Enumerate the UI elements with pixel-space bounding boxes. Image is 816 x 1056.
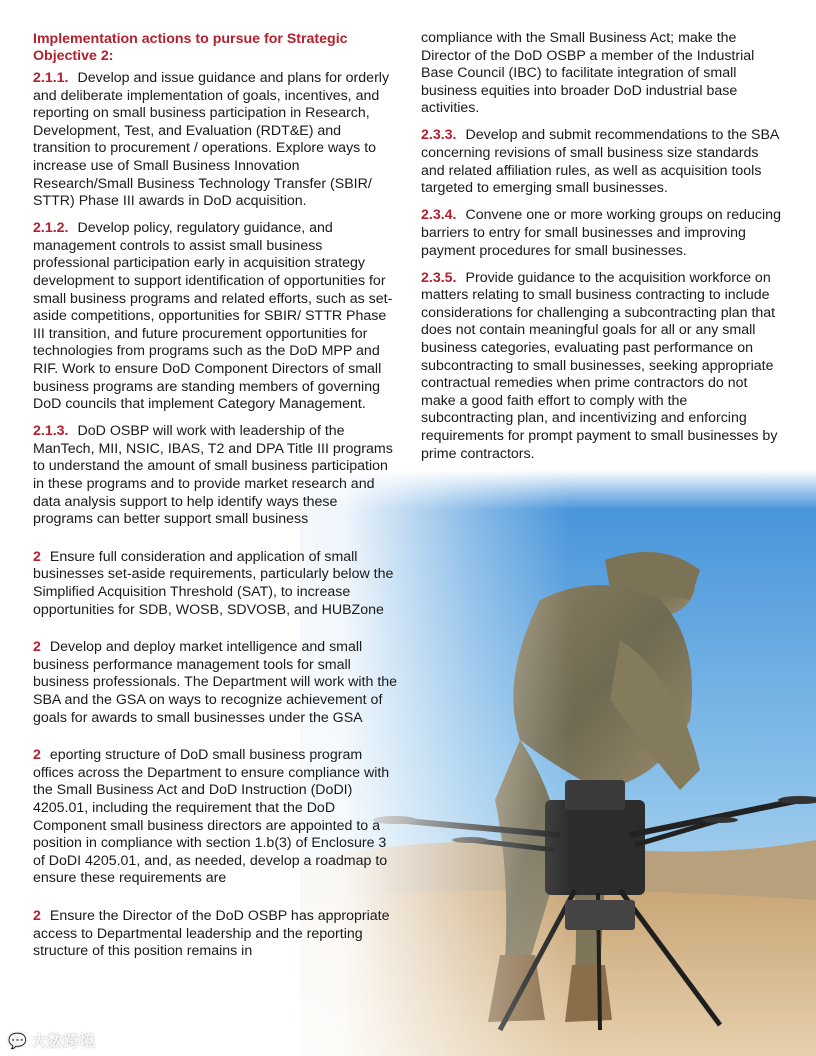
paragraph-number: 2.3.5.: [421, 269, 457, 286]
paragraph-number: 2: [33, 548, 41, 565]
paragraph-text: Develop and submit recommendations to the SBA concerning revisions of small business size standards and related affiliation rules, as well as acquisition tools targeted to emerging small businesses.: [421, 127, 779, 197]
paragraph-number: 2.3.4.: [421, 207, 457, 224]
paragraph-number: 2: [33, 747, 41, 764]
paragraph-number: 2.1.2.: [33, 220, 69, 237]
paragraph-number: 2: [33, 639, 41, 656]
paragraph-text: Develop and issue guidance and plans for orderly and deliberate implementation of goals, incentives, and reporting on small business participation in Research, Development, Test, and Evaluation (RDT&E) and transition to procurement / operations. Explore ways to increase use of Small Business Innovation Research/Small Business Technology Transfer (SBIR/ STTR) Phase III awards in DoD acquisition.: [33, 70, 390, 210]
paragraph-2-1-1: [33, 70, 401, 211]
paragraph-number: 2.1.3.: [33, 423, 69, 440]
paragraph-text: Provide guidance to the acquisition workforce on matters relating to small business contracting to include considerations for challenging a subcontracting plan that does not contain meaningful goals for all or any small business categories, evaluating past performance on subcontracting to small businesses, seeking appropriate contractual remedies when prime contractors do not make a good faith effort to comply with the subcontracting plan, and incentivizing and enforcing requirements for prompt payment to small businesses by prime contractors.: [421, 269, 778, 462]
paragraph-number: 2.3.3.: [421, 127, 457, 144]
paragraph-2-1-3: [33, 423, 401, 529]
watermark: [8, 1030, 96, 1051]
paragraph-text: Develop policy, regulatory guidance, and management controls to assist small business professional participation early in acquisition strategy development to support identification of opportunities for small business programs and related efforts, such as set-aside competitions, opportunities for SBIR/ STTR Phase III transition, and future procurement opportunities for technologies from programs such as the DoD MPP and RIF. Work to ensure DoD Component Directors of small business programs are standing members of governing DoD councils that implement Category Management.: [33, 220, 393, 413]
paragraph-continuation: compliance with the Small Business Act; make the Director of the DoD OSBP a member of the Industrial Base Council (IBC) to facilitate integration of small business equities into broader DoD industrial base activities.: [421, 30, 755, 117]
paragraph-faded-4: [33, 908, 401, 961]
paragraph-faded-2: [33, 639, 401, 727]
paragraph-2-3-4: [421, 207, 783, 260]
left-column: [33, 30, 401, 970]
paragraph-number: 2.1.1.: [33, 70, 69, 86]
paragraph-2-3-5: [421, 270, 783, 464]
paragraph-faded-3: [33, 747, 401, 888]
paragraph-text: DoD OSBP will work with leadership of the ManTech, MII, NSIC, IBAS, T2 and DPA Title III programs to understand the amount of small business participation in these programs and to provide market research and data analysis support to help identify ways these programs can better support small business: [33, 423, 393, 528]
paragraph-text: Convene one or more working groups on reducing barriers to entry for small businesses and improving payment procedures for small businesses.: [421, 207, 781, 259]
watermark-text: 大数跨境: [31, 1032, 96, 1050]
paragraph-number: 2: [33, 907, 41, 924]
right-column: [421, 30, 783, 473]
paragraph-text: Ensure full consideration and application of small businesses set-aside requirements, particularly below the Simplified Acquisition Threshold (SAT), to increase opportunities for SDB, WOSB, SDVOSB, and HUBZone: [33, 548, 394, 618]
section-heading: Implementation actions to pursue for Strategic Objective 2:: [33, 31, 348, 64]
paragraph-faded-1: [33, 549, 401, 619]
paragraph-2-3-3: [421, 127, 783, 197]
chat-bubble-icon: 💬: [8, 1032, 28, 1050]
paragraph-text: Ensure the Director of the DoD OSBP has appropriate access to Departmental leadership and the reporting structure of this position remains in: [33, 907, 390, 960]
paragraph-2-1-2: [33, 220, 401, 414]
paragraph-text: eporting structure of DoD small business program offices across the Department to ensure compliance with the Small Business Act and DoD Instruction (DoDI) 4205.01, including the requirement that the DoD Component small business directors are appointed to a position in compliance with section 1.b(3) of Enclosure 3 of DoDI 4205.01, and, as needed, develop a roadmap to ensure these requirements are: [33, 747, 390, 887]
paragraph-text: Develop and deploy market intelligence and small business performance management tools for small business professionals. The Department will work with the SBA and the GSA on ways to recognize achievement of goals for awards to small businesses under the GSA: [33, 639, 398, 726]
